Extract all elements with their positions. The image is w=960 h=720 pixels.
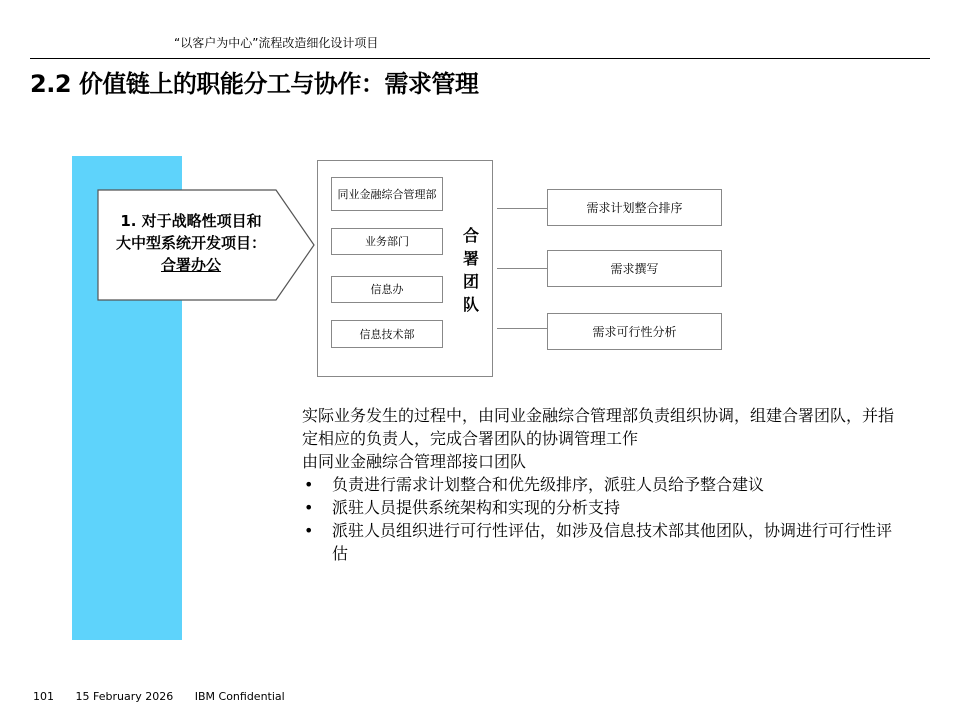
member-business-dept: 业务部门 bbox=[331, 228, 443, 255]
body-text bbox=[302, 404, 902, 565]
header-divider bbox=[30, 58, 930, 59]
team-label-char: 团 bbox=[462, 272, 479, 291]
footer-date: 15 February 2026 bbox=[75, 690, 174, 703]
bullet-item: • 派驻人员提供系统架构和实现的分析支持 bbox=[302, 496, 902, 519]
connector-line bbox=[497, 268, 547, 269]
page-number: 101 bbox=[33, 690, 54, 703]
member-interbank-finance-dept: 同业金融综合管理部 bbox=[331, 177, 443, 211]
team-label-char: 队 bbox=[462, 295, 479, 314]
bullet-item: • 负责进行需求计划整合和优先级排序，派驻人员给予整合建议 bbox=[302, 473, 902, 496]
task-feasibility-analysis: 需求可行性分析 bbox=[547, 313, 722, 350]
joint-team-label bbox=[458, 224, 484, 316]
footer bbox=[33, 690, 303, 703]
task-demand-writing: 需求撰写 bbox=[547, 250, 722, 287]
member-info-office: 信息办 bbox=[331, 276, 443, 303]
deck-subtitle: “以客户为中心”流程改造细化设计项目 bbox=[174, 36, 379, 50]
confidentiality-label: IBM Confidential bbox=[194, 690, 285, 703]
arrow-label-line2: 大中型系统开发项目： bbox=[115, 234, 266, 252]
slide-title: 2.2 价值链上的职能分工与协作：需求管理 bbox=[30, 70, 479, 98]
team-label-char: 署 bbox=[462, 249, 479, 268]
arrow-label bbox=[100, 210, 282, 276]
member-it-dept: 信息技术部 bbox=[331, 320, 443, 348]
body-paragraph: 由同业金融综合管理部接口团队 bbox=[302, 452, 527, 471]
task-demand-plan-sorting: 需求计划整合排序 bbox=[547, 189, 722, 226]
bullet-list bbox=[302, 473, 902, 565]
arrow-label-line1: 1. 对于战略性项目和 bbox=[120, 212, 262, 230]
connector-line bbox=[497, 328, 547, 329]
bullet-item: • 派驻人员组织进行可行性评估，如涉及信息技术部其他团队，协调进行可行性评估 bbox=[302, 519, 902, 565]
body-paragraph: 实际业务发生的过程中，由同业金融综合管理部负责组织协调，组建合署团队，并指定相应的负责人，完成合署团队的协调管理工作 bbox=[302, 406, 895, 448]
arrow-label-line3: 合署办公 bbox=[160, 256, 221, 274]
connector-line bbox=[497, 208, 547, 209]
team-label-char: 合 bbox=[462, 226, 479, 245]
